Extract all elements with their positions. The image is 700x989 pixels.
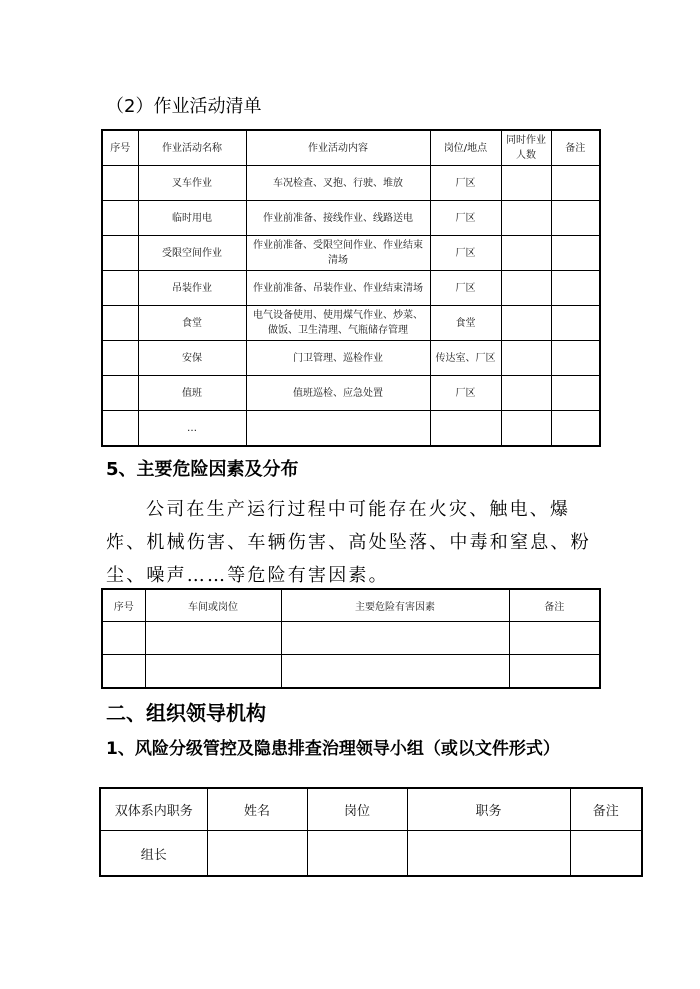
activities-heading: （2）作业活动清单 [106, 96, 262, 117]
activity-cell-count [501, 376, 551, 411]
activity-cell-name: 值班 [138, 376, 246, 411]
hazards-cell [102, 655, 145, 689]
hazards-cell [509, 655, 600, 689]
activity-header-cell: 序号 [102, 130, 138, 166]
activity-header-cell: 备注 [551, 130, 600, 166]
hazards-heading: 5、主要危险因素及分布 [106, 459, 299, 480]
activity-cell-count [501, 306, 551, 341]
activity-cell-content: 作业前准备、接线作业、线路送电 [246, 201, 430, 236]
activity-cell-remark [551, 411, 600, 447]
activity-cell-remark [551, 201, 600, 236]
activity-cell-location: 厂区 [430, 236, 501, 271]
activity-cell-no [102, 376, 138, 411]
activity-cell-remark [551, 166, 600, 201]
org-header-cell: 职务 [407, 788, 570, 831]
activity-header-row [102, 130, 600, 166]
activity-cell-name: 受限空间作业 [138, 236, 246, 271]
activity-cell-no [102, 271, 138, 306]
activity-cell-no [102, 306, 138, 341]
activity-table [101, 129, 601, 447]
activity-cell-name: … [138, 411, 246, 447]
activity-cell-remark [551, 376, 600, 411]
activity-cell-content: 作业前准备、吊装作业、作业结束清场 [246, 271, 430, 306]
activity-cell-name: 食堂 [138, 306, 246, 341]
hazards-header-cell: 备注 [509, 589, 600, 622]
activity-row [102, 376, 600, 411]
activity-cell-remark [551, 341, 600, 376]
activity-row [102, 166, 600, 201]
org-header-cell: 姓名 [207, 788, 307, 831]
activity-cell-name: 叉车作业 [138, 166, 246, 201]
activity-cell-remark [551, 306, 600, 341]
org-row [100, 831, 642, 877]
org-cell [307, 831, 407, 877]
activity-cell-no [102, 236, 138, 271]
org-table [99, 787, 643, 877]
activity-cell-content: 值班巡检、应急处置 [246, 376, 430, 411]
hazards-header-row [102, 589, 600, 622]
activity-header-cell: 岗位/地点 [430, 130, 501, 166]
activity-cell-location: 厂区 [430, 166, 501, 201]
org-cell [407, 831, 570, 877]
hazards-cell [281, 655, 509, 689]
activity-cell-count [501, 166, 551, 201]
org-cell: 组长 [100, 831, 207, 877]
activity-cell-name: 吊装作业 [138, 271, 246, 306]
hazards-header-cell: 主要危险有害因素 [281, 589, 509, 622]
activity-header-cell: 作业活动内容 [246, 130, 430, 166]
hazards-cell [145, 622, 281, 655]
activity-cell-name: 安保 [138, 341, 246, 376]
activity-row [102, 341, 600, 376]
org-header-cell: 备注 [570, 788, 642, 831]
org-cell [570, 831, 642, 877]
hazards-row [102, 622, 600, 655]
activity-cell-remark [551, 271, 600, 306]
activity-cell-remark [551, 236, 600, 271]
activity-cell-no [102, 411, 138, 447]
activity-cell-name: 临时用电 [138, 201, 246, 236]
activity-cell-location [430, 411, 501, 447]
org-header-cell: 双体系内职务 [100, 788, 207, 831]
activity-row [102, 201, 600, 236]
activity-cell-no [102, 201, 138, 236]
activity-cell-content: 门卫管理、巡检作业 [246, 341, 430, 376]
hazards-header-cell: 车间或岗位 [145, 589, 281, 622]
org-cell [207, 831, 307, 877]
activity-cell-no [102, 341, 138, 376]
activity-cell-location: 食堂 [430, 306, 501, 341]
activity-cell-location: 厂区 [430, 376, 501, 411]
activity-cell-count [501, 271, 551, 306]
activity-row [102, 411, 600, 447]
hazards-header-cell: 序号 [102, 589, 145, 622]
activity-cell-content: 车况检查、叉抱、行驶、堆放 [246, 166, 430, 201]
hazards-cell [145, 655, 281, 689]
hazards-cell [509, 622, 600, 655]
activity-cell-location: 传达室、厂区 [430, 341, 501, 376]
activity-cell-location: 厂区 [430, 201, 501, 236]
activity-cell-content: 作业前准备、受限空间作业、作业结束清场 [246, 236, 430, 271]
activity-cell-content: 电气设备使用、使用煤气作业、炒菜、做饭、卫生清理、气瓶储存管理 [246, 306, 430, 341]
activity-header-cell: 作业活动名称 [138, 130, 246, 166]
activity-cell-no [102, 166, 138, 201]
org-heading: 二、组织领导机构 [106, 701, 266, 725]
hazards-row [102, 655, 600, 689]
activity-row [102, 306, 600, 341]
org-header-cell: 岗位 [307, 788, 407, 831]
hazards-cell [281, 622, 509, 655]
hazards-cell [102, 622, 145, 655]
activity-row [102, 236, 600, 271]
hazards-paragraph: 公司在生产运行过程中可能存在火灾、触电、爆炸、机械伤害、车辆伤害、高处坠落、中毒和窒息、粉尘、噪声……等危险有害因素。 [106, 499, 591, 586]
activity-cell-count [501, 201, 551, 236]
activity-cell-count [501, 341, 551, 376]
org-header-row [100, 788, 642, 831]
activity-row [102, 271, 600, 306]
activity-cell-count [501, 236, 551, 271]
org-subheading: 1、风险分级管控及隐患排查治理领导小组（或以文件形式） [106, 739, 560, 759]
activity-cell-count [501, 411, 551, 447]
hazards-table [101, 588, 601, 689]
activity-cell-content [246, 411, 430, 447]
activity-header-cell: 同时作业人数 [501, 130, 551, 166]
activity-cell-location: 厂区 [430, 271, 501, 306]
